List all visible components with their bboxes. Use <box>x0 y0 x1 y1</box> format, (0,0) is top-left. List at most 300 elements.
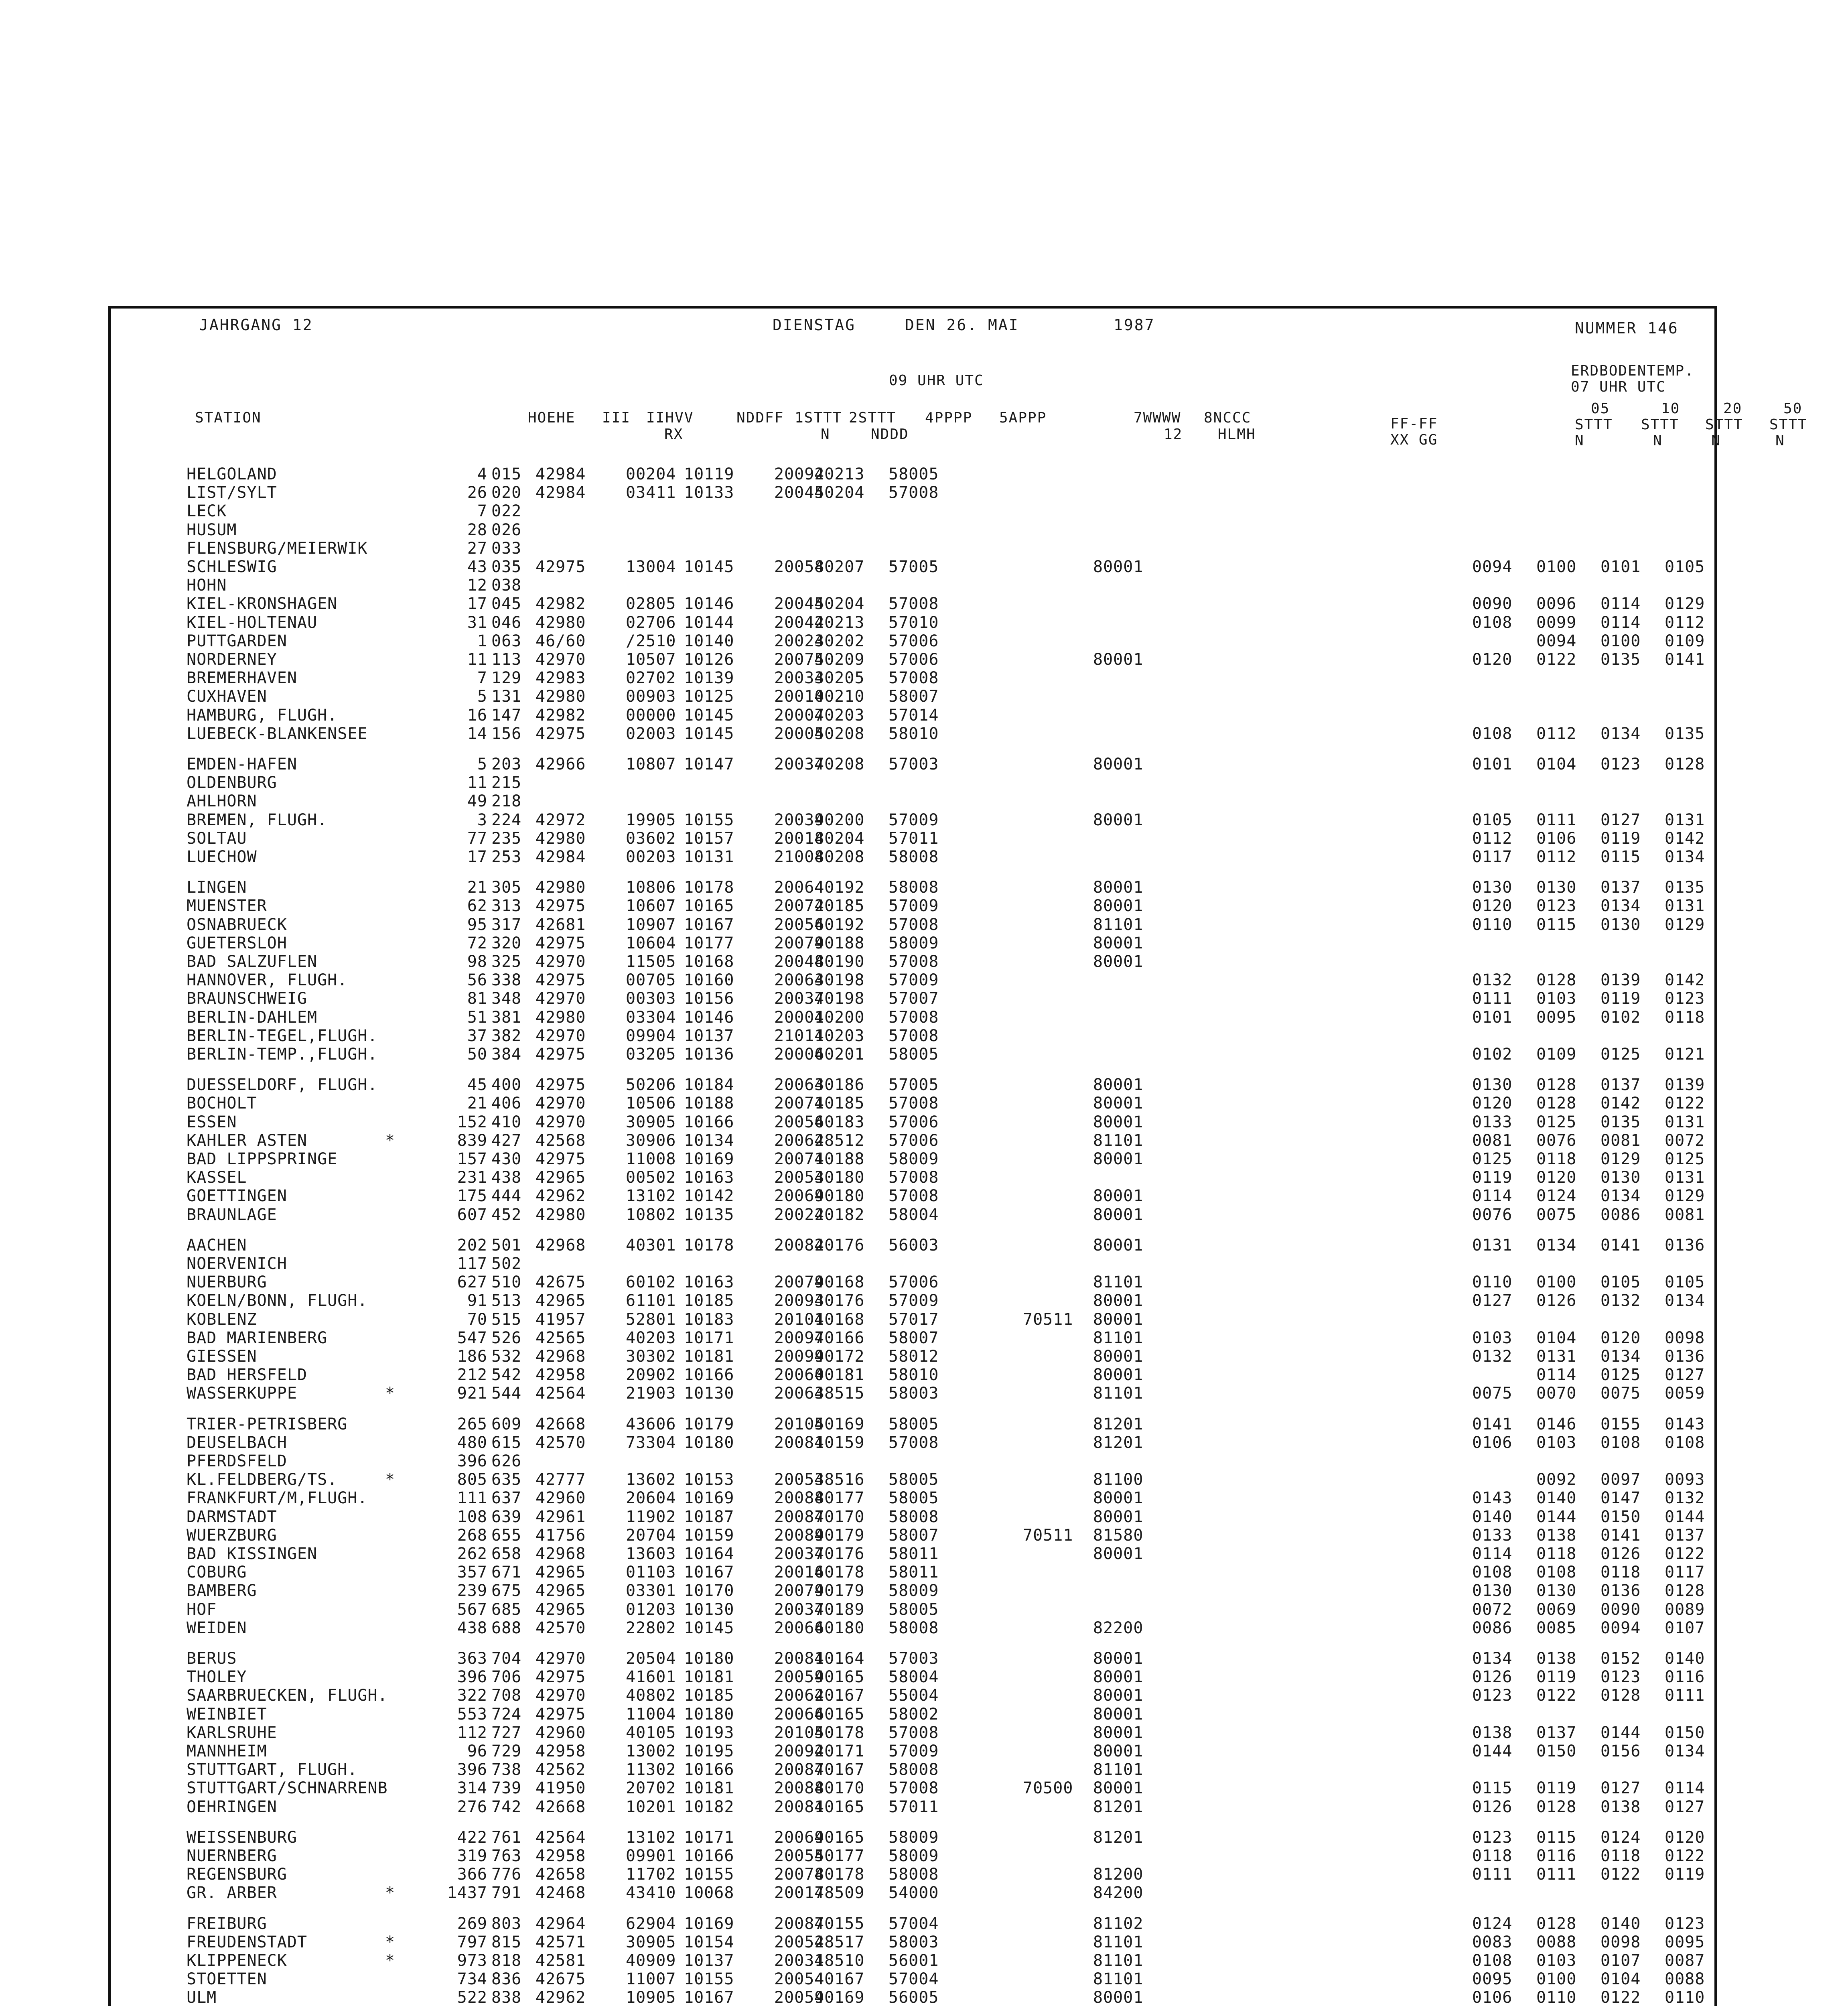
soil-temp-20: 0144 <box>1601 1724 1641 1742</box>
soil-temp-20: 0141 <box>1601 1526 1641 1545</box>
soil-temp-50: 0105 <box>1665 558 1705 576</box>
group-5appp: 57008 <box>889 1168 939 1187</box>
soil-temp-20: 0097 <box>1601 1470 1641 1489</box>
station-height: 921 <box>457 1384 487 1403</box>
group-5appp: 57003 <box>889 755 939 774</box>
soil-temp-10: 0122 <box>1536 650 1577 669</box>
mountain-station-marker: * <box>385 1470 396 1489</box>
soil-temp-10: 0070 <box>1536 1384 1577 1403</box>
group-iihvv: 42984 <box>536 483 586 502</box>
soil-temp-20: 0090 <box>1601 1600 1641 1619</box>
group-1sttt: 10160 <box>684 971 734 989</box>
station-height: 202 <box>457 1236 487 1255</box>
group-2sttt: 20006 <box>774 1045 825 1064</box>
soil-temp-10: 0138 <box>1536 1526 1577 1545</box>
station-id: 033 <box>491 539 522 558</box>
soil-temp-05: 0083 <box>1472 1933 1513 1951</box>
station-id: 381 <box>491 1008 522 1027</box>
station-id: 635 <box>491 1470 522 1489</box>
station-height: 276 <box>457 1798 487 1816</box>
group-nddff: 03411 <box>626 483 676 502</box>
station-height: 27 <box>467 539 487 558</box>
station-id: 026 <box>491 521 522 539</box>
date: DEN 26. MAI <box>905 316 1019 334</box>
group-5appp: 57009 <box>889 1742 939 1760</box>
soil-temp-20: 0081 <box>1601 1131 1641 1150</box>
station-name: BAD SALZUFLEN <box>187 952 318 971</box>
station-id: 218 <box>491 792 522 810</box>
table-row <box>0 1169 1848 1188</box>
group-1sttt: 10157 <box>684 829 734 848</box>
group-iihvv: 42681 <box>536 916 586 934</box>
group-1sttt: 10166 <box>684 1366 734 1384</box>
group-1sttt: 10142 <box>684 1187 734 1205</box>
year: 1987 <box>1114 316 1155 334</box>
group-5appp: 58003 <box>889 1384 939 1403</box>
soil-temp-20: 0098 <box>1601 1933 1641 1951</box>
group-2sttt: 20042 <box>774 613 825 632</box>
soil-temp-05: 0117 <box>1472 848 1513 866</box>
soil-temp-50: 0137 <box>1665 1526 1705 1545</box>
station-id: 129 <box>491 669 522 687</box>
group-5appp: 57008 <box>889 669 939 687</box>
table-row <box>0 1028 1848 1046</box>
group-iihvv: 42975 <box>536 971 586 989</box>
station-height: 26 <box>467 483 487 502</box>
group-5appp: 57006 <box>889 632 939 650</box>
group-5appp: 57008 <box>889 1724 939 1742</box>
station-id: 305 <box>491 878 522 897</box>
group-nddff: 00303 <box>626 989 676 1008</box>
station-name: KARLSRUHE <box>187 1724 277 1742</box>
table-row <box>0 707 1848 726</box>
group-4pppp: 40208 <box>814 848 865 866</box>
group-4pppp: 40188 <box>814 934 865 952</box>
group-4pppp: 40165 <box>814 1798 865 1816</box>
table-row <box>0 849 1848 867</box>
station-id: 776 <box>491 1865 522 1884</box>
station-id: 427 <box>491 1131 522 1150</box>
group-nddff: 40909 <box>626 1951 676 1970</box>
group-4pppp: 40203 <box>814 1027 865 1045</box>
group-8nccc: 80001 <box>1093 811 1144 829</box>
group-1sttt: 10164 <box>684 1545 734 1563</box>
group-4pppp: 40177 <box>814 1847 865 1865</box>
group-4pppp: 40186 <box>814 1076 865 1094</box>
group-iihvv: 42565 <box>536 1329 586 1347</box>
station-name: KASSEL <box>187 1168 247 1187</box>
soil-temp-05: 0101 <box>1472 1008 1513 1027</box>
group-iihvv: 42972 <box>536 811 586 829</box>
station-height: 12 <box>467 576 487 595</box>
soil-temp-10: 0123 <box>1536 897 1577 915</box>
group-1sttt: 10068 <box>684 1884 734 1902</box>
group-nddff: 30905 <box>626 1933 676 1951</box>
group-1sttt: 10167 <box>684 1988 734 2006</box>
group-2sttt: 20064 <box>774 878 825 897</box>
group-4pppp: 40185 <box>814 897 865 915</box>
group-1sttt: 10136 <box>684 1045 734 1064</box>
table-row <box>0 540 1848 559</box>
group-4pppp: 40177 <box>814 1489 865 1507</box>
group-8nccc: 80001 <box>1093 1545 1144 1563</box>
group-iihvv: 42968 <box>536 1545 586 1563</box>
group-5appp: 57009 <box>889 1291 939 1310</box>
soil-temp-10: 0103 <box>1536 1951 1577 1970</box>
group-nddff: 10604 <box>626 934 676 952</box>
station-name: STUTTGART/SCHNARRENB <box>187 1779 388 1797</box>
table-row <box>0 1077 1848 1095</box>
group-2sttt: 20071 <box>774 1094 825 1113</box>
group-1sttt: 10137 <box>684 1027 734 1045</box>
group-5appp: 57008 <box>889 1094 939 1113</box>
station-height: 839 <box>457 1131 487 1150</box>
group-iihvv: 42570 <box>536 1619 586 1637</box>
soil-temp-50: 0131 <box>1665 1168 1705 1187</box>
station-height: 43 <box>467 558 487 576</box>
soil-temp-20: 0114 <box>1601 613 1641 632</box>
soil-temp-50: 0142 <box>1665 829 1705 848</box>
group-1sttt: 10178 <box>684 878 734 897</box>
soil-temp-10: 0125 <box>1536 1113 1577 1131</box>
soil-temp-05: 0124 <box>1472 1915 1513 1933</box>
group-2sttt: 20045 <box>774 595 825 613</box>
group-4pppp: 40170 <box>814 1508 865 1526</box>
group-5appp: 58009 <box>889 1847 939 1865</box>
group-2sttt: 20069 <box>774 1187 825 1205</box>
group-nddff: 10506 <box>626 1094 676 1113</box>
group-nddff: 13102 <box>626 1187 676 1205</box>
group-iihvv: 42975 <box>536 934 586 952</box>
group-1sttt: 10126 <box>684 650 734 669</box>
group-nddff: /2510 <box>626 632 676 650</box>
col-ff-sub: XX GG <box>1390 432 1438 448</box>
group-1sttt: 10184 <box>684 1076 734 1094</box>
group-nddff: 00903 <box>626 687 676 706</box>
station-height: 175 <box>457 1187 487 1205</box>
group-4pppp: 40167 <box>814 1686 865 1705</box>
group-4pppp: 40209 <box>814 650 865 669</box>
table-row <box>0 1602 1848 1620</box>
table-row <box>0 756 1848 775</box>
soil-temp-10: 0128 <box>1536 1915 1577 1933</box>
soil-temp-50: 0134 <box>1665 848 1705 866</box>
group-nddff: 10507 <box>626 650 676 669</box>
table-row <box>0 1620 1848 1639</box>
station-height: 522 <box>457 1988 487 2006</box>
group-2sttt: 20105 <box>774 1415 825 1433</box>
group-nddff: 40301 <box>626 1236 676 1255</box>
group-5appp: 58008 <box>889 1760 939 1779</box>
group-nddff: 10201 <box>626 1798 676 1816</box>
station-height: 7 <box>477 502 487 520</box>
group-5appp: 58005 <box>889 465 939 483</box>
station-id: 738 <box>491 1760 522 1779</box>
col-5appp: 5APPP <box>999 410 1047 426</box>
table-row <box>0 1348 1848 1367</box>
group-iihvv: 42975 <box>536 1668 586 1686</box>
soil-temp-10: 0130 <box>1536 878 1577 897</box>
soil-temp-50: 0118 <box>1665 1008 1705 1027</box>
station-height: 11 <box>467 650 487 669</box>
group-2sttt: 20072 <box>774 897 825 915</box>
group-nddff: 13102 <box>626 1828 676 1847</box>
station-name: FRANKFURT/M,FLUGH. <box>187 1489 368 1507</box>
group-1sttt: 10155 <box>684 811 734 829</box>
group-2sttt: 20010 <box>774 687 825 706</box>
group-8nccc: 80001 <box>1093 1206 1144 1224</box>
station-height: 480 <box>457 1433 487 1452</box>
soil-temp-20: 0132 <box>1601 1291 1641 1310</box>
group-4pppp: 40204 <box>814 829 865 848</box>
group-8nccc: 81201 <box>1093 1433 1144 1452</box>
group-nddff: 43606 <box>626 1415 676 1433</box>
group-1sttt: 10188 <box>684 1094 734 1113</box>
group-2sttt: 20056 <box>774 916 825 934</box>
group-8nccc: 81201 <box>1093 1828 1144 1847</box>
group-5appp: 58008 <box>889 848 939 866</box>
group-8nccc: 80001 <box>1093 1724 1144 1742</box>
group-8nccc: 80001 <box>1093 1742 1144 1760</box>
table-row <box>0 1509 1848 1527</box>
group-8nccc: 80001 <box>1093 1113 1144 1131</box>
station-name: STUTTGART, FLUGH. <box>187 1760 358 1779</box>
soil-temp-20: 0147 <box>1601 1489 1641 1507</box>
station-height: 45 <box>467 1076 487 1094</box>
group-8nccc: 80001 <box>1093 1291 1144 1310</box>
group-2sttt: 20059 <box>774 1668 825 1686</box>
group-5appp: 57006 <box>889 1113 939 1131</box>
soil-temp-20: 0102 <box>1601 1008 1641 1027</box>
station-id: 063 <box>491 632 522 650</box>
table-row <box>0 1435 1848 1453</box>
station-id: 317 <box>491 916 522 934</box>
station-id: 526 <box>491 1329 522 1347</box>
group-1sttt: 10165 <box>684 897 734 915</box>
group-nddff: 11902 <box>626 1508 676 1526</box>
soil-temp-20: 0142 <box>1601 1094 1641 1113</box>
soil-temp-05: 0115 <box>1472 1779 1513 1797</box>
table-row <box>0 898 1848 916</box>
group-2sttt: 20089 <box>774 1526 825 1545</box>
group-iihvv: 42960 <box>536 1489 586 1507</box>
station-height: 49 <box>467 792 487 810</box>
group-8nccc: 80001 <box>1093 1366 1144 1384</box>
soil-temp-05: 0125 <box>1472 1150 1513 1168</box>
soil-temp-20: 0155 <box>1601 1415 1641 1433</box>
group-2sttt: 20097 <box>774 1329 825 1347</box>
soil-temp-20: 0125 <box>1601 1366 1641 1384</box>
group-iihvv: 42975 <box>536 558 586 576</box>
group-nddff: 10607 <box>626 897 676 915</box>
station-name: FLENSBURG/MEIERWIK <box>187 539 368 558</box>
station-name: COBURG <box>187 1563 247 1582</box>
group-nddff: 20604 <box>626 1489 676 1507</box>
group-8nccc: 80001 <box>1093 1310 1144 1329</box>
soil-temp-20: 0114 <box>1601 595 1641 613</box>
soil-temp-10: 0128 <box>1536 1798 1577 1816</box>
station-height: 112 <box>457 1724 487 1742</box>
group-2sttt: 20039 <box>774 811 825 829</box>
soil-temp-50: 0123 <box>1665 1915 1705 1933</box>
group-nddff: 60102 <box>626 1273 676 1291</box>
station-height: 231 <box>457 1168 487 1187</box>
group-iihvv: 42970 <box>536 1649 586 1668</box>
soil-temp-05: 0090 <box>1472 595 1513 613</box>
group-iihvv: 42970 <box>536 1027 586 1045</box>
table-row <box>0 1095 1848 1114</box>
group-7wwww: 70511 <box>1023 1526 1073 1545</box>
group-1sttt: 10177 <box>684 934 734 952</box>
soil-temp-05: 0132 <box>1472 971 1513 989</box>
group-8nccc: 80001 <box>1093 650 1144 669</box>
soil-temp-20: 0128 <box>1601 1686 1641 1705</box>
station-id: 325 <box>491 952 522 971</box>
group-nddff: 11302 <box>626 1760 676 1779</box>
soil-temp-10: 0112 <box>1536 725 1577 743</box>
station-id: 320 <box>491 934 522 952</box>
soil-temp-20: 0107 <box>1601 1951 1641 1970</box>
station-id: 532 <box>491 1347 522 1366</box>
col-iihvv-sub: RX <box>664 426 684 443</box>
soil-temp-50: 0127 <box>1665 1798 1705 1816</box>
group-iihvv: 42958 <box>536 1742 586 1760</box>
group-nddff: 20504 <box>626 1649 676 1668</box>
soil-temp-20: 0105 <box>1601 1273 1641 1291</box>
station-height: 21 <box>467 878 487 897</box>
station-id: 035 <box>491 558 522 576</box>
group-8nccc: 80001 <box>1093 1236 1144 1255</box>
group-nddff: 00204 <box>626 465 676 483</box>
group-5appp: 57004 <box>889 1915 939 1933</box>
table-row <box>0 1546 1848 1564</box>
station-name: BREMEN, FLUGH. <box>187 811 328 829</box>
soil-temp-10: 0134 <box>1536 1236 1577 1255</box>
group-5appp: 57003 <box>889 1649 939 1668</box>
group-1sttt: 10181 <box>684 1668 734 1686</box>
group-2sttt: 20007 <box>774 706 825 725</box>
station-name: WEISSENBURG <box>187 1828 297 1847</box>
station-name: LUEBECK-BLANKENSEE <box>187 725 368 743</box>
group-4pppp: 40208 <box>814 725 865 743</box>
group-4pppp: 40210 <box>814 687 865 706</box>
soil-temp-05: 0123 <box>1472 1686 1513 1705</box>
group-5appp: 57014 <box>889 706 939 725</box>
mountain-station-marker: * <box>385 1384 396 1403</box>
station-height: 734 <box>457 1970 487 1988</box>
group-5appp: 58009 <box>889 934 939 952</box>
group-5appp: 57008 <box>889 952 939 971</box>
soil-temp-20: 0138 <box>1601 1798 1641 1816</box>
group-iihvv: 42965 <box>536 1168 586 1187</box>
group-nddff: 03205 <box>626 1045 676 1064</box>
table-row <box>0 485 1848 503</box>
soil-temp-20: 0129 <box>1601 1150 1641 1168</box>
group-iihvv: 42668 <box>536 1798 586 1816</box>
group-5appp: 58007 <box>889 1329 939 1347</box>
table-row <box>0 1916 1848 1934</box>
station-height: 98 <box>467 952 487 971</box>
group-2sttt: 20081 <box>774 1798 825 1816</box>
group-iihvv: 41950 <box>536 1779 586 1797</box>
soil-temp-50: 0135 <box>1665 878 1705 897</box>
soil-temp-50: 0093 <box>1665 1470 1705 1489</box>
group-nddff: 13002 <box>626 1742 676 1760</box>
soil-temp-20: 0135 <box>1601 1113 1641 1131</box>
soil-temp-50: 0095 <box>1665 1933 1705 1951</box>
station-height: 17 <box>467 595 487 613</box>
group-5appp: 58005 <box>889 1489 939 1507</box>
group-5appp: 57004 <box>889 1970 939 1988</box>
group-nddff: 02805 <box>626 595 676 613</box>
group-5appp: 58009 <box>889 1582 939 1600</box>
group-5appp: 57008 <box>889 1027 939 1045</box>
soil-temp-50: 0117 <box>1665 1563 1705 1582</box>
group-2sttt: 21011 <box>774 1027 825 1045</box>
group-1sttt: 10195 <box>684 1742 734 1760</box>
station-id: 739 <box>491 1779 522 1797</box>
station-height: 396 <box>457 1668 487 1686</box>
station-height: 50 <box>467 1045 487 1064</box>
group-8nccc: 80001 <box>1093 1347 1144 1366</box>
soil-temp-05: 0110 <box>1472 916 1513 934</box>
station-height: 805 <box>457 1470 487 1489</box>
col-iihvv: IIHVV <box>646 410 694 426</box>
group-5appp: 58005 <box>889 1470 939 1489</box>
group-8nccc: 80001 <box>1093 1150 1144 1168</box>
group-4pppp: 48509 <box>814 1884 865 1902</box>
soil-temp-05: 0120 <box>1472 897 1513 915</box>
soil-temp-50: 0111 <box>1665 1686 1705 1705</box>
soil-temp-20: 0122 <box>1601 1865 1641 1884</box>
station-id: 045 <box>491 595 522 613</box>
station-height: 111 <box>457 1489 487 1507</box>
station-name: HANNOVER, FLUGH. <box>187 971 348 989</box>
table-row <box>0 1743 1848 1762</box>
group-1sttt: 10146 <box>684 595 734 613</box>
soil-temp-10: 0104 <box>1536 755 1577 774</box>
soil-temp-20: 0152 <box>1601 1649 1641 1668</box>
group-nddff: 01203 <box>626 1600 676 1619</box>
soil-temp-50: 0112 <box>1665 613 1705 632</box>
group-iihvv: 42571 <box>536 1933 586 1951</box>
group-nddff: 11007 <box>626 1970 676 1988</box>
station-height: 322 <box>457 1686 487 1705</box>
soil-temp-50: 0119 <box>1665 1865 1705 1884</box>
group-iihvv: 42468 <box>536 1884 586 1902</box>
group-iihvv: 42961 <box>536 1508 586 1526</box>
group-8nccc: 80001 <box>1093 1779 1144 1797</box>
group-5appp: 56001 <box>889 1951 939 1970</box>
group-2sttt: 20052 <box>774 1933 825 1951</box>
station-height: 152 <box>457 1113 487 1131</box>
group-8nccc: 81101 <box>1093 1970 1144 1988</box>
group-nddff: 19905 <box>626 811 676 829</box>
station-height: 117 <box>457 1255 487 1273</box>
soil-temp-05: 0118 <box>1472 1847 1513 1865</box>
group-5appp: 58008 <box>889 878 939 897</box>
group-1sttt: 10145 <box>684 558 734 576</box>
group-4pppp: 40200 <box>814 1008 865 1027</box>
soil-temp-05: 0095 <box>1472 1970 1513 1988</box>
mountain-station-marker: * <box>385 1951 396 1970</box>
soil-temp-10: 0128 <box>1536 1094 1577 1113</box>
station-name: OSNABRUECK <box>187 916 287 934</box>
station-name: KOELN/BONN, FLUGH. <box>187 1291 368 1310</box>
station-height: 797 <box>457 1933 487 1951</box>
group-4pppp: 40204 <box>814 483 865 502</box>
station-height: 268 <box>457 1526 487 1545</box>
